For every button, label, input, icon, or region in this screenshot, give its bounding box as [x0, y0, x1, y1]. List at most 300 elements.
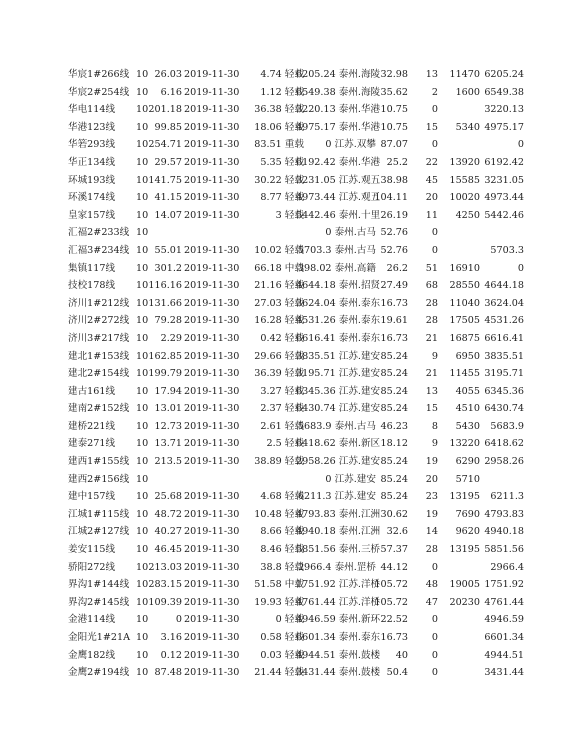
- table-row: [0, 172, 580, 190]
- cell-load-status: 18.06 轻载: [254, 121, 304, 133]
- cell-load-status: 1.12 轻载: [260, 86, 304, 98]
- cell-voltage: 10: [136, 244, 149, 256]
- cell-value-b: 10020: [449, 192, 480, 204]
- cell-line-name: 皇家157线: [68, 209, 116, 221]
- table-row: [0, 523, 580, 541]
- cell-date: 2019-11-30: [184, 438, 240, 450]
- cell-count: 0: [431, 649, 438, 661]
- cell-count: 19: [425, 456, 438, 468]
- cell-voltage: 10: [136, 104, 149, 116]
- cell-rate: 85.24: [380, 385, 408, 397]
- cell-date: 2019-11-30: [184, 403, 240, 415]
- cell-location: 6430.74 江苏.建安: [296, 403, 381, 415]
- cell-line-name: 江城2#127线: [68, 526, 130, 538]
- cell-location: 5683.9 泰州.古马: [297, 420, 376, 432]
- cell-line-name: 建古161线: [68, 385, 116, 397]
- table-row: [0, 154, 580, 172]
- cell-date: 2019-11-30: [184, 420, 240, 432]
- table-row: [0, 435, 580, 453]
- cell-value-c: 4946.59: [484, 614, 524, 626]
- cell-location: 6192.42 泰州.华港: [296, 156, 381, 168]
- cell-voltage: 10: [136, 227, 149, 239]
- cell-value-c: 4973.44: [484, 192, 524, 204]
- cell-value-a: 213.5: [154, 456, 182, 468]
- cell-voltage: 10: [136, 86, 149, 98]
- cell-line-name: 建西2#156线: [68, 473, 130, 485]
- table-row: [0, 559, 580, 577]
- cell-load-status: 0 轻载: [275, 614, 304, 626]
- cell-voltage: 10: [136, 350, 149, 362]
- cell-rate: 57.37: [380, 544, 408, 556]
- cell-rate: 18.12: [380, 438, 408, 450]
- cell-count: 8: [431, 420, 438, 432]
- cell-rate: 52.76: [380, 244, 408, 256]
- cell-rate: 22.52: [380, 614, 408, 626]
- cell-count: 28: [425, 544, 438, 556]
- cell-value-a: 48.72: [154, 508, 182, 520]
- cell-date: 2019-11-30: [184, 69, 240, 80]
- cell-value-a: 162.85: [148, 350, 182, 362]
- cell-value-b: 9620: [455, 526, 480, 538]
- cell-count: 0: [431, 244, 438, 256]
- cell-value-c: 6418.62: [484, 438, 524, 450]
- cell-value-c: 0: [517, 262, 524, 274]
- cell-count: 0: [431, 104, 438, 116]
- cell-date: 2019-11-30: [184, 649, 240, 661]
- cell-value-c: 4944.51: [484, 649, 524, 661]
- cell-line-name: 骄阳272线: [68, 561, 116, 573]
- cell-rate: 27.49: [380, 280, 408, 292]
- cell-voltage: 10: [136, 632, 149, 643]
- cell-date: 2019-11-30: [184, 632, 240, 643]
- table-row: [0, 348, 580, 366]
- cell-voltage: 10: [136, 209, 149, 221]
- cell-load-status: 83.51 重载: [254, 139, 304, 151]
- table-row: [0, 383, 580, 401]
- cell-count: 48: [425, 579, 438, 591]
- cell-value-c: 4761.44: [484, 596, 524, 608]
- cell-rate: 46.23: [380, 420, 408, 432]
- cell-value-a: 14.07: [154, 209, 182, 221]
- cell-value-a: 201.18: [148, 104, 182, 116]
- cell-count: 0: [431, 227, 438, 239]
- cell-value-c: 4793.83: [484, 508, 524, 520]
- cell-date: 2019-11-30: [184, 209, 240, 221]
- cell-line-name: 济川3#217线: [68, 332, 130, 344]
- cell-value-b: 5340: [455, 121, 480, 133]
- cell-rate: 10.75: [380, 121, 408, 133]
- cell-location: 5851.56 泰州.三桥: [296, 544, 381, 556]
- cell-date: 2019-11-30: [184, 350, 240, 362]
- cell-voltage: 10: [136, 508, 149, 520]
- cell-value-c: 6616.41: [484, 332, 524, 344]
- cell-location: 3231.05 江苏.观五: [296, 174, 381, 186]
- cell-count: 20: [425, 473, 438, 485]
- cell-rate: 44.12: [380, 561, 408, 573]
- cell-value-b: 13195: [449, 491, 480, 503]
- cell-voltage: 10: [136, 368, 149, 380]
- cell-location: 5703.3 泰州.古马: [297, 244, 376, 256]
- cell-voltage: 10: [136, 420, 149, 432]
- cell-value-c: 4975.17: [484, 121, 524, 133]
- cell-location: 4761.44 江苏.洋桥: [296, 596, 381, 608]
- cell-date: 2019-11-30: [184, 368, 240, 380]
- table-row: [0, 119, 580, 137]
- cell-voltage: 10: [136, 491, 149, 503]
- cell-value-b: 13195: [449, 544, 480, 556]
- cell-load-status: 19.93 轻载: [254, 596, 304, 608]
- cell-load-status: 66.18 中载: [254, 262, 304, 274]
- cell-location: 6601.34 泰州.泰东: [296, 632, 381, 643]
- cell-rate: 87.07: [380, 139, 408, 151]
- cell-value-c: 0: [517, 139, 524, 151]
- cell-rate: 35.62: [380, 86, 408, 98]
- cell-rate: 85.24: [380, 473, 408, 485]
- cell-voltage: 10: [136, 262, 149, 274]
- cell-value-b: 20230: [449, 596, 480, 608]
- cell-load-status: 36.38 轻载: [254, 104, 304, 116]
- cell-rate: 25.2: [386, 156, 408, 168]
- cell-value-c: 3220.13: [484, 104, 524, 116]
- cell-count: 13: [425, 69, 438, 80]
- cell-location: 6616.41 泰州.泰东: [296, 332, 381, 344]
- cell-load-status: 30.22 轻载: [254, 174, 304, 186]
- cell-value-b: 6290: [455, 456, 480, 468]
- cell-load-status: 51.58 中载: [254, 579, 304, 591]
- cell-date: 2019-11-30: [184, 508, 240, 520]
- cell-value-c: 1751.92: [484, 579, 524, 591]
- cell-rate: 105.72: [374, 596, 408, 608]
- cell-voltage: 10: [136, 649, 149, 661]
- cell-date: 2019-11-30: [184, 614, 240, 626]
- cell-location: 0 泰州.古马: [325, 227, 376, 239]
- cell-value-a: 283.15: [148, 579, 182, 591]
- cell-location: 4531.26 泰州.泰东: [296, 315, 381, 327]
- cell-date: 2019-11-30: [184, 579, 240, 591]
- cell-location: 0 江苏.双攀: [325, 139, 376, 151]
- cell-load-status: 5.35 轻载: [260, 156, 304, 168]
- cell-location: 3431.44 泰州.鼓楼: [296, 667, 381, 679]
- cell-value-a: 0: [175, 614, 182, 626]
- cell-rate: 30.62: [380, 508, 408, 520]
- cell-value-b: 7690: [455, 508, 480, 520]
- cell-rate: 38.98: [380, 174, 408, 186]
- cell-count: 45: [425, 174, 438, 186]
- cell-voltage: 10: [136, 192, 149, 204]
- cell-line-name: 环溪174线: [68, 192, 116, 204]
- cell-value-a: 13.71: [154, 438, 182, 450]
- cell-value-c: 6549.38: [484, 86, 524, 98]
- cell-load-status: 10.48 轻载: [254, 508, 304, 520]
- cell-value-a: 13.01: [154, 403, 182, 415]
- cell-voltage: 10: [136, 473, 149, 485]
- cell-voltage: 10: [136, 403, 149, 415]
- cell-line-name: 汇福2#233线: [68, 227, 130, 239]
- cell-value-a: 109.39: [148, 596, 182, 608]
- cell-value-b: 15585: [449, 174, 480, 186]
- cell-line-name: 济川1#212线: [68, 297, 130, 309]
- cell-count: 9: [431, 438, 438, 450]
- cell-count: 47: [425, 596, 438, 608]
- cell-line-name: 建北1#153线: [68, 350, 130, 362]
- cell-voltage: 10: [136, 614, 149, 626]
- cell-value-a: 254.71: [148, 139, 182, 151]
- table-row: [0, 418, 580, 436]
- table-row: [0, 471, 580, 489]
- table-row: [0, 488, 580, 506]
- cell-value-c: 6601.34: [484, 632, 524, 643]
- cell-date: 2019-11-30: [184, 544, 240, 556]
- cell-load-status: 4.68 轻载: [260, 491, 304, 503]
- cell-voltage: 10: [136, 438, 149, 450]
- cell-line-name: 技校178线: [68, 280, 116, 292]
- table-row: [0, 189, 580, 207]
- cell-load-status: 2.5 轻载: [266, 438, 304, 450]
- cell-voltage: 10: [136, 297, 149, 309]
- cell-voltage: 10: [136, 280, 149, 292]
- cell-voltage: 10: [136, 544, 149, 556]
- cell-value-b: 11040: [449, 297, 480, 309]
- table-row: [0, 647, 580, 665]
- cell-date: 2019-11-30: [184, 244, 240, 256]
- table-row: [0, 576, 580, 594]
- cell-line-name: 华箬293线: [68, 139, 116, 151]
- cell-value-c: 6205.24: [484, 69, 524, 80]
- cell-count: 28: [425, 315, 438, 327]
- cell-value-c: 3431.44: [484, 667, 524, 679]
- table-row: [0, 365, 580, 383]
- cell-line-name: 建西1#155线: [68, 456, 130, 468]
- cell-location: 4793.83 泰州.江洲: [296, 508, 381, 520]
- cell-rate: 40: [395, 649, 408, 661]
- cell-count: 51: [425, 262, 438, 274]
- cell-location: 3195.71 江苏.建安: [296, 368, 381, 380]
- cell-load-status: 38.89 轻载: [254, 456, 304, 468]
- cell-date: 2019-11-30: [184, 297, 240, 309]
- cell-value-b: 4055: [455, 385, 480, 397]
- cell-location: 4946.59 泰州.新环: [296, 614, 381, 626]
- cell-value-c: 6345.36: [484, 385, 524, 397]
- cell-load-status: 16.28 轻载: [254, 315, 304, 327]
- table-row: [0, 541, 580, 559]
- cell-value-a: 116.16: [148, 280, 182, 292]
- cell-value-b: 6950: [455, 350, 480, 362]
- cell-count: 28: [425, 297, 438, 309]
- cell-count: 68: [425, 280, 438, 292]
- cell-value-b: 5710: [455, 473, 480, 485]
- cell-voltage: 10: [136, 174, 149, 186]
- cell-rate: 50.4: [386, 667, 408, 679]
- cell-value-a: 46.45: [154, 544, 182, 556]
- cell-count: 21: [425, 332, 438, 344]
- cell-line-name: 汇福3#234线: [68, 244, 130, 256]
- cell-count: 2: [431, 86, 438, 98]
- cell-value-a: 25.68: [154, 491, 182, 503]
- cell-count: 20: [425, 192, 438, 204]
- cell-location: 3835.51 江苏.建安: [296, 350, 381, 362]
- cell-value-b: 19005: [449, 579, 480, 591]
- cell-date: 2019-11-30: [184, 491, 240, 503]
- cell-value-a: 29.57: [154, 156, 182, 168]
- cell-value-a: 26.03: [154, 69, 182, 80]
- cell-date: 2019-11-30: [184, 280, 240, 292]
- cell-line-name: 建桥221线: [68, 420, 116, 432]
- cell-rate: 32.6: [386, 526, 408, 538]
- cell-voltage: 10: [136, 561, 149, 573]
- cell-value-b: 13920: [449, 156, 480, 168]
- cell-voltage: 10: [136, 315, 149, 327]
- cell-line-name: 江城1#115线: [68, 508, 130, 520]
- cell-voltage: 10: [136, 332, 149, 344]
- cell-value-b: 1600: [455, 86, 480, 98]
- cell-line-name: 建泰271线: [68, 438, 116, 450]
- cell-line-name: 姜安115线: [68, 544, 116, 556]
- cell-line-name: 建中157线: [68, 491, 116, 503]
- cell-line-name: 华港123线: [68, 121, 116, 133]
- cell-date: 2019-11-30: [184, 596, 240, 608]
- cell-count: 15: [425, 403, 438, 415]
- cell-value-c: 5851.56: [484, 544, 524, 556]
- cell-load-status: 10.02 轻载: [254, 244, 304, 256]
- cell-value-c: 4531.26: [484, 315, 524, 327]
- cell-rate: 85.24: [380, 350, 408, 362]
- cell-value-c: 3835.51: [484, 350, 524, 362]
- cell-value-c: 6211.3: [490, 491, 524, 503]
- cell-value-c: 6192.42: [484, 156, 524, 168]
- table-row: [0, 242, 580, 260]
- table-row: [0, 664, 580, 682]
- cell-load-status: 27.03 轻载: [254, 297, 304, 309]
- cell-load-status: 36.39 轻载: [254, 368, 304, 380]
- table-row: [0, 295, 580, 313]
- cell-load-status: 29.66 轻载: [254, 350, 304, 362]
- cell-value-c: 5683.9: [490, 420, 524, 432]
- cell-value-a: 0.12: [160, 649, 182, 661]
- cell-load-status: 2.37 轻载: [260, 403, 304, 415]
- cell-rate: 16.73: [380, 297, 408, 309]
- cell-count: 13: [425, 385, 438, 397]
- cell-value-c: 6430.74: [484, 403, 524, 415]
- cell-value-c: 3624.04: [484, 297, 524, 309]
- cell-location: 6205.24 泰州.海陵: [296, 69, 381, 80]
- cell-rate: 26.2: [386, 262, 408, 274]
- cell-load-status: 21.44 轻载: [254, 667, 304, 679]
- cell-value-c: 3231.05: [484, 174, 524, 186]
- cell-date: 2019-11-30: [184, 561, 240, 573]
- cell-value-b: 28550: [449, 280, 480, 292]
- cell-count: 0: [431, 139, 438, 151]
- cell-rate: 32.98: [380, 69, 408, 80]
- cell-location: 4940.18 泰州.江洲: [296, 526, 381, 538]
- cell-value-c: 5703.3: [490, 244, 524, 256]
- cell-value-a: 3.16: [160, 632, 182, 643]
- cell-load-status: 8.77 轻载: [260, 192, 304, 204]
- cell-line-name: 华正134线: [68, 156, 116, 168]
- cell-voltage: 10: [136, 579, 149, 591]
- table-row: [0, 453, 580, 471]
- cell-value-c: 5442.46: [484, 209, 524, 221]
- cell-load-status: 2.61 轻载: [260, 420, 304, 432]
- cell-value-b: 4510: [455, 403, 480, 415]
- cell-value-a: 213.03: [148, 561, 182, 573]
- table-row: [0, 611, 580, 629]
- cell-load-status: 8.66 轻载: [260, 526, 304, 538]
- table-row: [0, 260, 580, 278]
- cell-line-name: 界沟1#144线: [68, 579, 130, 591]
- cell-value-a: 41.15: [154, 192, 182, 204]
- cell-voltage: 10: [136, 156, 149, 168]
- cell-rate: 16.73: [380, 332, 408, 344]
- cell-date: 2019-11-30: [184, 156, 240, 168]
- table-row: [0, 136, 580, 154]
- cell-count: 11: [425, 209, 438, 221]
- cell-value-c: 4644.18: [484, 280, 524, 292]
- cell-voltage: 10: [136, 69, 149, 80]
- cell-rate: 19.61: [380, 315, 408, 327]
- cell-location: 398.02 泰州.高籍: [297, 262, 376, 274]
- cell-value-c: 2966.4: [490, 561, 524, 573]
- cell-line-name: 建南2#152线: [68, 403, 130, 415]
- cell-load-status: 0.58 轻载: [260, 632, 304, 643]
- table-row: [0, 207, 580, 225]
- cell-load-status: 38.8 轻载: [260, 561, 304, 573]
- cell-date: 2019-11-30: [184, 526, 240, 538]
- cell-count: 19: [425, 508, 438, 520]
- cell-value-a: 199.79: [148, 368, 182, 380]
- cell-value-a: 55.01: [154, 244, 182, 256]
- cell-value-a: 131.66: [148, 297, 182, 309]
- cell-rate: 85.24: [380, 368, 408, 380]
- cell-line-name: 集镇117线: [68, 262, 116, 274]
- cell-voltage: 10: [136, 139, 149, 151]
- cell-location: 4975.17 泰州.华港: [296, 121, 381, 133]
- cell-location: 4944.51 泰州.鼓楼: [296, 649, 381, 661]
- cell-location: 2958.26 江苏.建安: [296, 456, 381, 468]
- cell-line-name: 界沟2#145线: [68, 596, 130, 608]
- cell-value-b: 17505: [449, 315, 480, 327]
- cell-value-b: 11470: [449, 69, 480, 80]
- cell-location: 4973.44 江苏.观五: [296, 192, 381, 204]
- cell-date: 2019-11-30: [184, 121, 240, 133]
- cell-voltage: 10: [136, 121, 149, 133]
- cell-count: 0: [431, 667, 438, 679]
- cell-date: 2019-11-30: [184, 139, 240, 151]
- cell-count: 14: [425, 526, 438, 538]
- cell-rate: 52.76: [380, 227, 408, 239]
- cell-line-name: 环城193线: [68, 174, 116, 186]
- cell-date: 2019-11-30: [184, 456, 240, 468]
- cell-load-status: 3 轻载: [275, 209, 304, 221]
- cell-line-name: 建北2#154线: [68, 368, 130, 380]
- cell-count: 9: [431, 350, 438, 362]
- cell-value-b: 16910: [449, 262, 480, 274]
- cell-location: 2966.4 泰州.罡桥: [297, 561, 376, 573]
- cell-rate: 85.24: [380, 403, 408, 415]
- cell-count: 0: [431, 561, 438, 573]
- cell-value-c: 2958.26: [484, 456, 524, 468]
- cell-location: 6418.62 泰州.新区: [296, 438, 381, 450]
- table-row: [0, 400, 580, 418]
- cell-location: 6549.38 泰州.海陵: [296, 86, 381, 98]
- table-row: [0, 66, 580, 84]
- cell-location: 3624.04 泰州.泰东: [296, 297, 381, 309]
- table-row: [0, 277, 580, 295]
- cell-line-name: 华宸1#266线: [68, 69, 130, 80]
- cell-line-name: 济川2#272线: [68, 315, 130, 327]
- cell-value-a: 12.73: [154, 420, 182, 432]
- cell-rate: 26.19: [380, 209, 408, 221]
- cell-value-a: 99.85: [154, 121, 182, 133]
